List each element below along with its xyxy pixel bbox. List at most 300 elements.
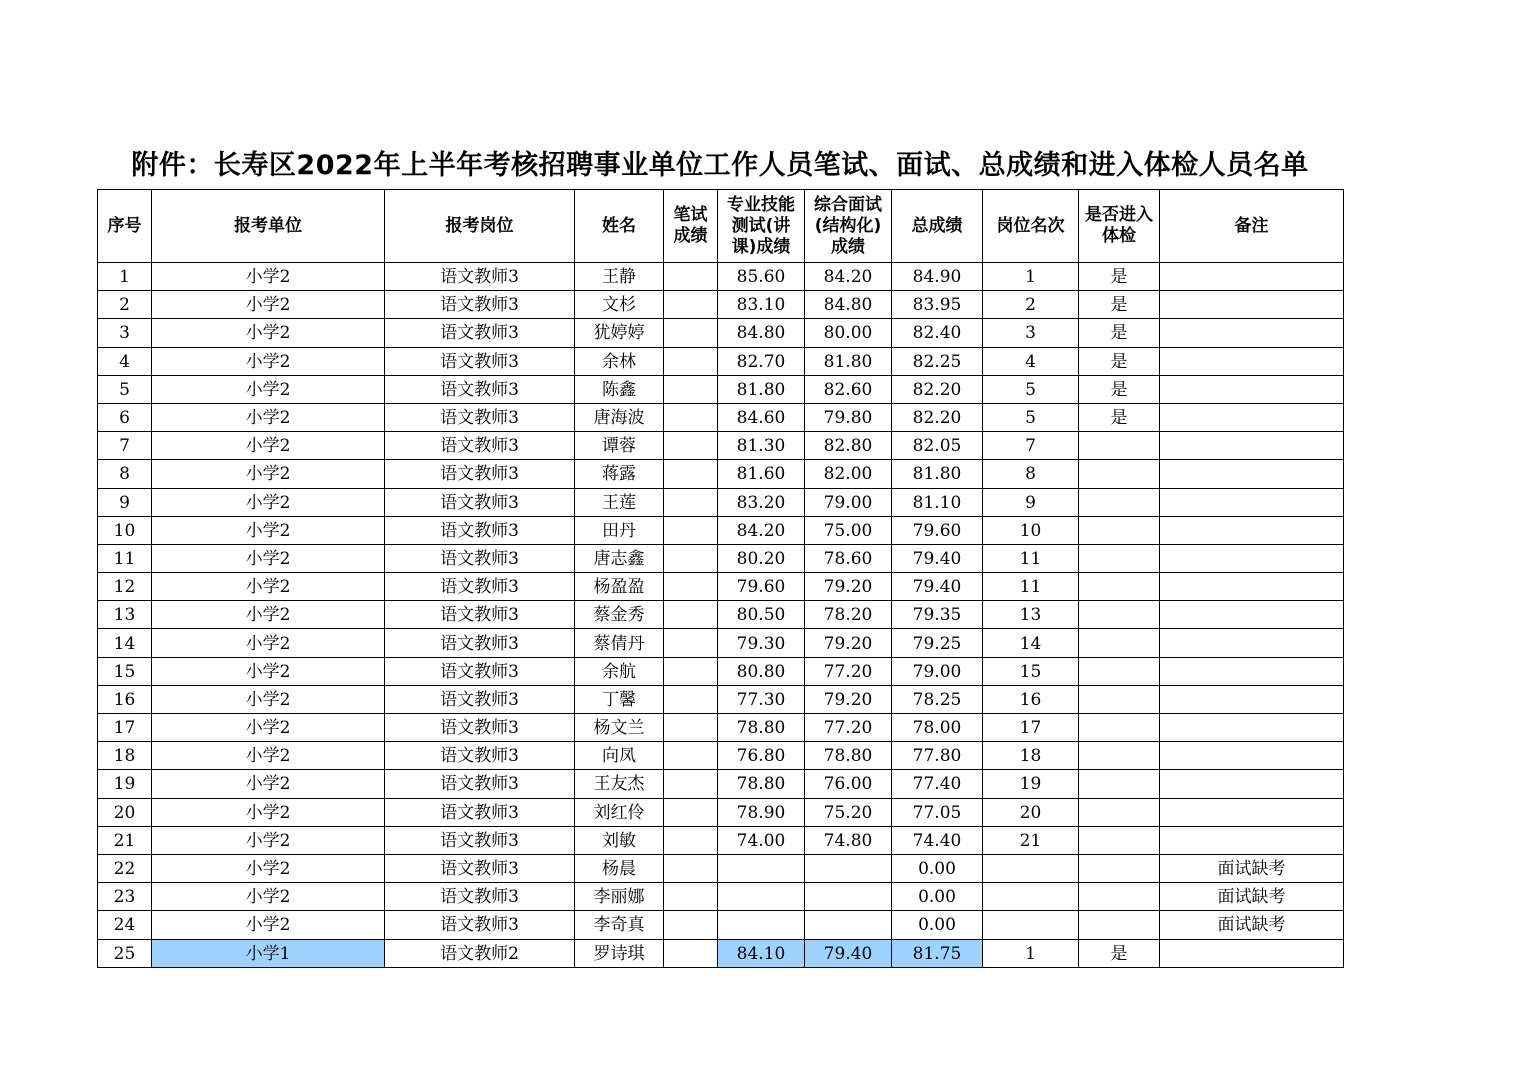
cell-total: 81.75 [892, 939, 983, 967]
cell-rank: 16 [983, 685, 1079, 713]
table-row [98, 516, 1344, 544]
cell-note [1160, 544, 1344, 572]
cell-written [664, 347, 718, 375]
cell-total: 0.00 [892, 911, 983, 939]
cell-note [1160, 629, 1344, 657]
cell-written [664, 657, 718, 685]
cell-post: 语文教师3 [385, 911, 575, 939]
cell-exam: 是 [1079, 347, 1160, 375]
cell-rank: 15 [983, 657, 1079, 685]
cell-post: 语文教师3 [385, 544, 575, 572]
cell-no: 20 [98, 798, 152, 826]
cell-no: 11 [98, 544, 152, 572]
cell-note [1160, 714, 1344, 742]
cell-no: 19 [98, 770, 152, 798]
cell-total: 77.05 [892, 798, 983, 826]
cell-name: 蒋露 [575, 460, 664, 488]
cell-no: 5 [98, 375, 152, 403]
cell-note [1160, 460, 1344, 488]
cell-post: 语文教师3 [385, 714, 575, 742]
cell-unit: 小学2 [152, 854, 385, 882]
cell-skill: 83.20 [718, 488, 805, 516]
cell-exam [1079, 714, 1160, 742]
cell-skill: 84.10 [718, 939, 805, 967]
cell-unit: 小学2 [152, 460, 385, 488]
cell-post: 语文教师3 [385, 263, 575, 291]
cell-total: 78.25 [892, 685, 983, 713]
cell-interview: 78.80 [805, 742, 892, 770]
cell-unit: 小学2 [152, 826, 385, 854]
cell-exam: 是 [1079, 319, 1160, 347]
cell-written [664, 375, 718, 403]
cell-skill: 84.80 [718, 319, 805, 347]
cell-interview: 79.20 [805, 629, 892, 657]
cell-unit: 小学2 [152, 291, 385, 319]
cell-name: 丁馨 [575, 685, 664, 713]
cell-exam [1079, 854, 1160, 882]
cell-total: 79.00 [892, 657, 983, 685]
cell-rank [983, 911, 1079, 939]
header-cell-rank: 岗位名次 [983, 190, 1079, 263]
cell-no: 12 [98, 573, 152, 601]
cell-rank: 3 [983, 319, 1079, 347]
cell-exam [1079, 516, 1160, 544]
cell-post: 语文教师2 [385, 939, 575, 967]
header-cell-post: 报考岗位 [385, 190, 575, 263]
cell-rank: 10 [983, 516, 1079, 544]
cell-total: 79.25 [892, 629, 983, 657]
cell-rank: 8 [983, 460, 1079, 488]
cell-written [664, 601, 718, 629]
cell-rank: 13 [983, 601, 1079, 629]
cell-post: 语文教师3 [385, 347, 575, 375]
cell-written [664, 319, 718, 347]
cell-exam [1079, 742, 1160, 770]
cell-name: 王静 [575, 263, 664, 291]
cell-written [664, 854, 718, 882]
cell-unit: 小学2 [152, 263, 385, 291]
cell-rank: 5 [983, 403, 1079, 431]
table-row [98, 714, 1344, 742]
header-cell-unit: 报考单位 [152, 190, 385, 263]
cell-total: 0.00 [892, 883, 983, 911]
table-body [98, 263, 1344, 968]
table-row [98, 432, 1344, 460]
cell-written [664, 939, 718, 967]
cell-note: 面试缺考 [1160, 911, 1344, 939]
table-row [98, 911, 1344, 939]
table-row [98, 601, 1344, 629]
cell-exam [1079, 629, 1160, 657]
cell-no: 6 [98, 403, 152, 431]
cell-interview: 80.00 [805, 319, 892, 347]
cell-interview: 79.20 [805, 685, 892, 713]
cell-skill: 78.80 [718, 714, 805, 742]
cell-skill [718, 883, 805, 911]
cell-interview [805, 854, 892, 882]
cell-note [1160, 488, 1344, 516]
cell-written [664, 826, 718, 854]
cell-skill: 80.50 [718, 601, 805, 629]
table-row [98, 798, 1344, 826]
cell-total: 77.80 [892, 742, 983, 770]
cell-name: 杨文兰 [575, 714, 664, 742]
cell-total: 84.90 [892, 263, 983, 291]
cell-unit: 小学2 [152, 516, 385, 544]
cell-written [664, 742, 718, 770]
cell-note [1160, 770, 1344, 798]
cell-total: 79.60 [892, 516, 983, 544]
cell-no: 8 [98, 460, 152, 488]
cell-unit: 小学2 [152, 601, 385, 629]
cell-interview: 77.20 [805, 657, 892, 685]
cell-note: 面试缺考 [1160, 883, 1344, 911]
cell-written [664, 263, 718, 291]
cell-unit: 小学2 [152, 573, 385, 601]
cell-skill: 78.90 [718, 798, 805, 826]
table-row [98, 685, 1344, 713]
cell-note [1160, 601, 1344, 629]
cell-total: 82.20 [892, 403, 983, 431]
cell-written [664, 488, 718, 516]
cell-total: 81.10 [892, 488, 983, 516]
cell-total: 79.40 [892, 544, 983, 572]
cell-rank: 14 [983, 629, 1079, 657]
header-cell-exam: 是否进入体检 [1079, 190, 1160, 263]
table-row [98, 460, 1344, 488]
table-row [98, 826, 1344, 854]
cell-rank [983, 883, 1079, 911]
cell-interview [805, 911, 892, 939]
cell-exam: 是 [1079, 939, 1160, 967]
cell-written [664, 883, 718, 911]
cell-written [664, 432, 718, 460]
cell-unit: 小学2 [152, 488, 385, 516]
cell-skill: 79.30 [718, 629, 805, 657]
cell-name: 李丽娜 [575, 883, 664, 911]
cell-rank: 9 [983, 488, 1079, 516]
cell-total: 77.40 [892, 770, 983, 798]
cell-unit: 小学2 [152, 375, 385, 403]
cell-skill: 76.80 [718, 742, 805, 770]
cell-interview: 79.40 [805, 939, 892, 967]
table-row [98, 488, 1344, 516]
cell-skill: 83.10 [718, 291, 805, 319]
table-row [98, 629, 1344, 657]
cell-note [1160, 432, 1344, 460]
cell-post: 语文教师3 [385, 291, 575, 319]
cell-skill: 84.60 [718, 403, 805, 431]
cell-no: 10 [98, 516, 152, 544]
table-row [98, 883, 1344, 911]
header-row [98, 190, 1344, 263]
cell-rank: 5 [983, 375, 1079, 403]
table-row [98, 263, 1344, 291]
header-cell-name: 姓名 [575, 190, 664, 263]
cell-skill: 78.80 [718, 770, 805, 798]
cell-name: 王友杰 [575, 770, 664, 798]
cell-interview: 82.80 [805, 432, 892, 460]
header-cell-note: 备注 [1160, 190, 1344, 263]
cell-unit: 小学2 [152, 544, 385, 572]
cell-unit: 小学2 [152, 629, 385, 657]
header-cell-total: 总成绩 [892, 190, 983, 263]
header-cell-skill: 专业技能测试(讲课)成绩 [718, 190, 805, 263]
cell-exam: 是 [1079, 375, 1160, 403]
cell-name: 余航 [575, 657, 664, 685]
cell-post: 语文教师3 [385, 826, 575, 854]
cell-post: 语文教师3 [385, 854, 575, 882]
cell-no: 13 [98, 601, 152, 629]
cell-total: 74.40 [892, 826, 983, 854]
cell-name: 陈鑫 [575, 375, 664, 403]
cell-interview: 79.20 [805, 573, 892, 601]
cell-interview: 82.60 [805, 375, 892, 403]
cell-no: 18 [98, 742, 152, 770]
table-row [98, 347, 1344, 375]
cell-exam [1079, 601, 1160, 629]
cell-name: 王莲 [575, 488, 664, 516]
cell-post: 语文教师3 [385, 798, 575, 826]
cell-exam: 是 [1079, 263, 1160, 291]
cell-interview: 81.80 [805, 347, 892, 375]
cell-exam [1079, 488, 1160, 516]
cell-exam [1079, 798, 1160, 826]
cell-skill: 74.00 [718, 826, 805, 854]
cell-total: 82.40 [892, 319, 983, 347]
cell-skill: 79.60 [718, 573, 805, 601]
cell-total: 82.25 [892, 347, 983, 375]
cell-interview: 78.60 [805, 544, 892, 572]
cell-no: 1 [98, 263, 152, 291]
cell-post: 语文教师3 [385, 601, 575, 629]
cell-name: 余林 [575, 347, 664, 375]
table-row [98, 657, 1344, 685]
cell-skill [718, 911, 805, 939]
cell-written [664, 516, 718, 544]
cell-name: 文杉 [575, 291, 664, 319]
cell-note [1160, 347, 1344, 375]
cell-note [1160, 291, 1344, 319]
table-row [98, 742, 1344, 770]
cell-written [664, 403, 718, 431]
cell-note [1160, 939, 1344, 967]
cell-note [1160, 319, 1344, 347]
table-row [98, 573, 1344, 601]
header-cell-no: 序号 [98, 190, 152, 263]
cell-rank: 20 [983, 798, 1079, 826]
table-row [98, 770, 1344, 798]
page-title: 附件：长寿区2022年上半年考核招聘事业单位工作人员笔试、面试、总成绩和进入体检人员名单 [131, 150, 1309, 181]
cell-total: 78.00 [892, 714, 983, 742]
cell-name: 犹婷婷 [575, 319, 664, 347]
cell-no: 23 [98, 883, 152, 911]
cell-name: 唐海波 [575, 403, 664, 431]
cell-post: 语文教师3 [385, 742, 575, 770]
cell-total: 83.95 [892, 291, 983, 319]
cell-post: 语文教师3 [385, 516, 575, 544]
cell-written [664, 798, 718, 826]
cell-post: 语文教师3 [385, 460, 575, 488]
cell-exam [1079, 432, 1160, 460]
cell-skill: 80.20 [718, 544, 805, 572]
cell-interview [805, 883, 892, 911]
cell-post: 语文教师3 [385, 375, 575, 403]
cell-rank: 7 [983, 432, 1079, 460]
cell-total: 81.80 [892, 460, 983, 488]
header-cell-interview: 综合面试(结构化)成绩 [805, 190, 892, 263]
cell-exam [1079, 573, 1160, 601]
cell-note [1160, 263, 1344, 291]
cell-note: 面试缺考 [1160, 854, 1344, 882]
cell-unit: 小学2 [152, 432, 385, 460]
cell-written [664, 911, 718, 939]
cell-name: 田丹 [575, 516, 664, 544]
cell-no: 22 [98, 854, 152, 882]
table-row [98, 939, 1344, 967]
cell-post: 语文教师3 [385, 770, 575, 798]
cell-interview: 84.20 [805, 263, 892, 291]
cell-skill: 81.30 [718, 432, 805, 460]
cell-exam [1079, 911, 1160, 939]
cell-unit: 小学2 [152, 798, 385, 826]
cell-skill: 81.60 [718, 460, 805, 488]
cell-total: 79.35 [892, 601, 983, 629]
cell-unit: 小学2 [152, 403, 385, 431]
cell-unit: 小学2 [152, 742, 385, 770]
cell-note [1160, 742, 1344, 770]
cell-interview: 78.20 [805, 601, 892, 629]
table-row [98, 375, 1344, 403]
table-row [98, 403, 1344, 431]
cell-written [664, 573, 718, 601]
cell-unit: 小学2 [152, 770, 385, 798]
cell-note [1160, 573, 1344, 601]
cell-interview: 76.00 [805, 770, 892, 798]
cell-no: 17 [98, 714, 152, 742]
cell-total: 0.00 [892, 854, 983, 882]
cell-no: 3 [98, 319, 152, 347]
cell-interview: 79.80 [805, 403, 892, 431]
cell-interview: 77.20 [805, 714, 892, 742]
cell-no: 2 [98, 291, 152, 319]
cell-no: 25 [98, 939, 152, 967]
cell-name: 刘敏 [575, 826, 664, 854]
cell-skill: 77.30 [718, 685, 805, 713]
cell-note [1160, 826, 1344, 854]
cell-exam [1079, 883, 1160, 911]
cell-post: 语文教师3 [385, 319, 575, 347]
cell-note [1160, 516, 1344, 544]
cell-no: 21 [98, 826, 152, 854]
cell-name: 杨盈盈 [575, 573, 664, 601]
cell-name: 向凤 [575, 742, 664, 770]
cell-no: 16 [98, 685, 152, 713]
cell-exam [1079, 544, 1160, 572]
cell-total: 82.20 [892, 375, 983, 403]
cell-rank: 1 [983, 263, 1079, 291]
cell-skill: 80.80 [718, 657, 805, 685]
cell-unit: 小学2 [152, 657, 385, 685]
cell-total: 82.05 [892, 432, 983, 460]
cell-exam [1079, 460, 1160, 488]
cell-unit: 小学2 [152, 714, 385, 742]
header-cell-written: 笔试成绩 [664, 190, 718, 263]
cell-rank: 1 [983, 939, 1079, 967]
cell-name: 刘红伶 [575, 798, 664, 826]
cell-no: 15 [98, 657, 152, 685]
cell-post: 语文教师3 [385, 629, 575, 657]
cell-name: 李奇真 [575, 911, 664, 939]
cell-rank: 17 [983, 714, 1079, 742]
cell-unit: 小学2 [152, 911, 385, 939]
cell-rank: 2 [983, 291, 1079, 319]
cell-note [1160, 798, 1344, 826]
cell-rank: 11 [983, 573, 1079, 601]
cell-exam: 是 [1079, 403, 1160, 431]
cell-no: 9 [98, 488, 152, 516]
cell-skill [718, 854, 805, 882]
results-table [97, 189, 1344, 968]
cell-interview: 82.00 [805, 460, 892, 488]
cell-exam [1079, 770, 1160, 798]
cell-written [664, 460, 718, 488]
cell-rank [983, 854, 1079, 882]
cell-written [664, 770, 718, 798]
cell-rank: 19 [983, 770, 1079, 798]
cell-name: 蔡倩丹 [575, 629, 664, 657]
cell-no: 24 [98, 911, 152, 939]
cell-unit: 小学1 [152, 939, 385, 967]
cell-name: 杨晨 [575, 854, 664, 882]
table-row [98, 291, 1344, 319]
cell-written [664, 714, 718, 742]
cell-skill: 85.60 [718, 263, 805, 291]
table-row [98, 544, 1344, 572]
cell-skill: 84.20 [718, 516, 805, 544]
cell-note [1160, 375, 1344, 403]
cell-note [1160, 685, 1344, 713]
cell-name: 罗诗琪 [575, 939, 664, 967]
cell-interview: 74.80 [805, 826, 892, 854]
cell-written [664, 629, 718, 657]
cell-no: 14 [98, 629, 152, 657]
cell-name: 唐志鑫 [575, 544, 664, 572]
cell-interview: 75.00 [805, 516, 892, 544]
cell-exam [1079, 826, 1160, 854]
cell-written [664, 291, 718, 319]
cell-total: 79.40 [892, 573, 983, 601]
cell-rank: 11 [983, 544, 1079, 572]
cell-post: 语文教师3 [385, 573, 575, 601]
cell-unit: 小学2 [152, 883, 385, 911]
table-row [98, 319, 1344, 347]
cell-rank: 4 [983, 347, 1079, 375]
cell-written [664, 544, 718, 572]
cell-post: 语文教师3 [385, 488, 575, 516]
cell-post: 语文教师3 [385, 657, 575, 685]
cell-name: 蔡金秀 [575, 601, 664, 629]
cell-exam [1079, 685, 1160, 713]
cell-note [1160, 657, 1344, 685]
cell-written [664, 685, 718, 713]
cell-exam [1079, 657, 1160, 685]
cell-post: 语文教师3 [385, 883, 575, 911]
cell-exam: 是 [1079, 291, 1160, 319]
table-row [98, 854, 1344, 882]
cell-no: 7 [98, 432, 152, 460]
cell-rank: 21 [983, 826, 1079, 854]
